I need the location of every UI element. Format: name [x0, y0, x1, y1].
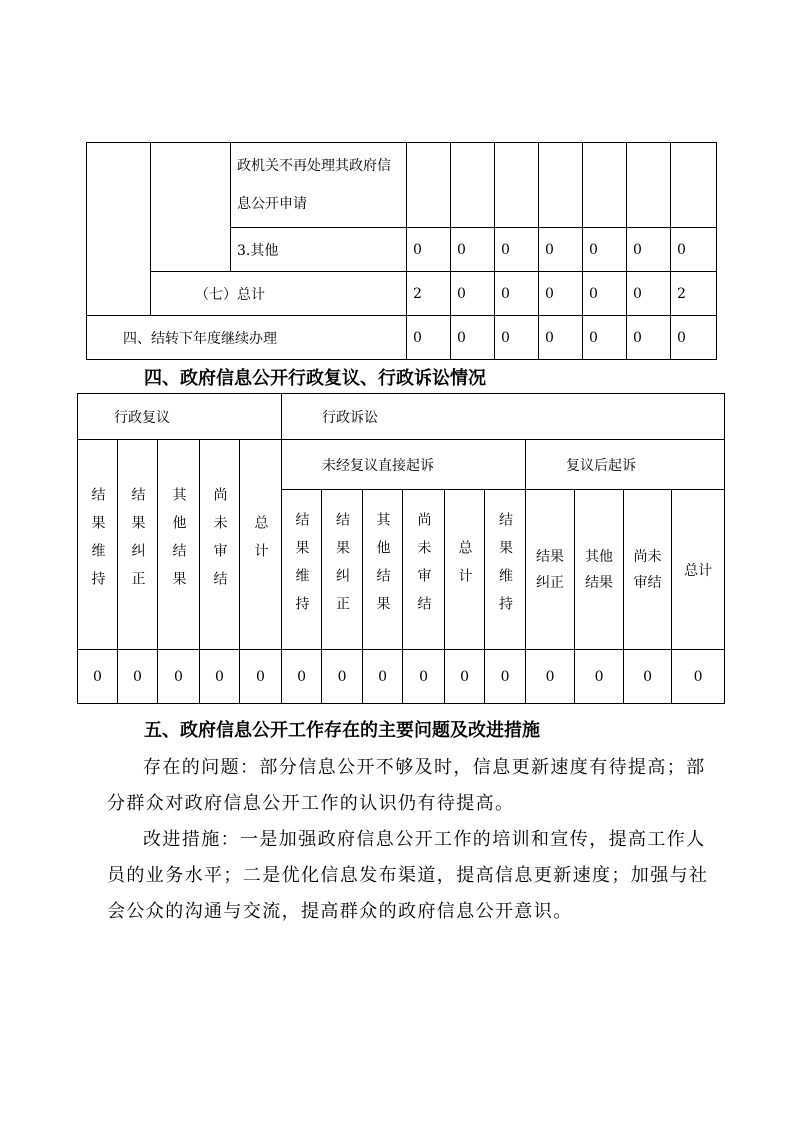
value-cell: 0 [627, 316, 671, 360]
col-header: 总计 [672, 490, 725, 650]
value-cell [671, 143, 717, 228]
section-heading: 四、政府信息公开行政复议、行政诉讼情况 [144, 368, 486, 389]
value-cell: 0 [672, 650, 725, 704]
table-row [87, 272, 717, 316]
value-cell [583, 143, 627, 228]
value-cell: 0 [526, 650, 575, 704]
direct-suit-header: 未经复议直接起诉 [282, 440, 526, 490]
value-cell: 0 [671, 316, 717, 360]
value-cell: 0 [240, 650, 282, 704]
value-cell: 0 [485, 650, 526, 704]
admin-litigation-header: 行政诉讼 [282, 394, 725, 440]
value-cell: 0 [624, 650, 672, 704]
table-row [78, 394, 725, 440]
after-review-suit-header: 复议后起诉 [526, 440, 725, 490]
disclosure-stats-table [86, 142, 717, 360]
col-header: 结果 纠正 [526, 490, 575, 650]
value-cell: 0 [539, 228, 583, 272]
value-cell: 0 [322, 650, 363, 704]
table-row [87, 143, 717, 228]
value-cell: 0 [200, 650, 240, 704]
value-cell: 0 [495, 272, 539, 316]
value-cell: 0 [627, 228, 671, 272]
value-cell: 2 [407, 272, 451, 316]
col-header: 结果纠正 [322, 490, 363, 650]
value-cell: 0 [78, 650, 118, 704]
value-cell: 0 [583, 316, 627, 360]
problems-paragraph: 存在的问题：部分信息公开不够及时，信息更新速度有待提高；部分群众对政府信息公开工作的认识仍有待提高。 [107, 757, 706, 814]
col-header: 其他结果 [363, 490, 403, 650]
row-label: 3.其他 [231, 228, 407, 272]
row-label: 四、结转下年度继续办理 [87, 316, 407, 360]
value-cell [407, 143, 451, 228]
value-cell: 2 [671, 272, 717, 316]
table-row [87, 316, 717, 360]
value-cell: 0 [445, 650, 485, 704]
value-cell: 0 [451, 316, 495, 360]
value-cell [495, 143, 539, 228]
col-header: 尚未 审结 [624, 490, 672, 650]
value-cell: 0 [403, 650, 445, 704]
value-cell [539, 143, 583, 228]
section-heading: 五、政府信息公开工作存在的主要问题及改进措施 [144, 720, 540, 741]
table-row [78, 440, 725, 490]
review-litigation-table [77, 393, 725, 704]
col-header: 尚未审结 [403, 490, 445, 650]
col-header: 结果纠正 [118, 440, 158, 650]
value-cell: 0 [118, 650, 158, 704]
col-header: 其他结果 [158, 440, 200, 650]
row-label: 政机关不再处理其政府信息公开申请 [231, 143, 407, 228]
admin-review-header: 行政复议 [78, 394, 282, 440]
value-cell: 0 [451, 272, 495, 316]
value-cell: 0 [539, 272, 583, 316]
col-header: 结果维持 [282, 490, 322, 650]
value-cell: 0 [407, 316, 451, 360]
value-cell: 0 [158, 650, 200, 704]
value-cell: 0 [583, 228, 627, 272]
blank-cell [151, 143, 231, 272]
measures-paragraph: 改进措施：一是加强政府信息公开工作的培训和宣传，提高工作人员的业务水平；二是优化信息发布渠道，提高信息更新速度；加强与社会公众的沟通与交流，提高群众的政府信息公开意识。 [107, 829, 709, 922]
row-label: （七）总计 [151, 272, 407, 316]
col-header: 结果维持 [485, 490, 526, 650]
value-cell [451, 143, 495, 228]
value-cell: 0 [451, 228, 495, 272]
value-cell: 0 [495, 316, 539, 360]
col-header: 尚未审结 [200, 440, 240, 650]
blank-cell [87, 143, 151, 316]
value-cell: 0 [671, 228, 717, 272]
col-header: 总计 [445, 490, 485, 650]
value-cell: 0 [583, 272, 627, 316]
value-cell: 0 [539, 316, 583, 360]
value-cell: 0 [282, 650, 322, 704]
col-header: 总计 [240, 440, 282, 650]
value-cell [627, 143, 671, 228]
table-row [78, 650, 725, 704]
value-cell: 0 [407, 228, 451, 272]
value-cell: 0 [575, 650, 624, 704]
value-cell: 0 [363, 650, 403, 704]
col-header: 结果维持 [78, 440, 118, 650]
col-header: 其他 结果 [575, 490, 624, 650]
value-cell: 0 [495, 228, 539, 272]
value-cell: 0 [627, 272, 671, 316]
